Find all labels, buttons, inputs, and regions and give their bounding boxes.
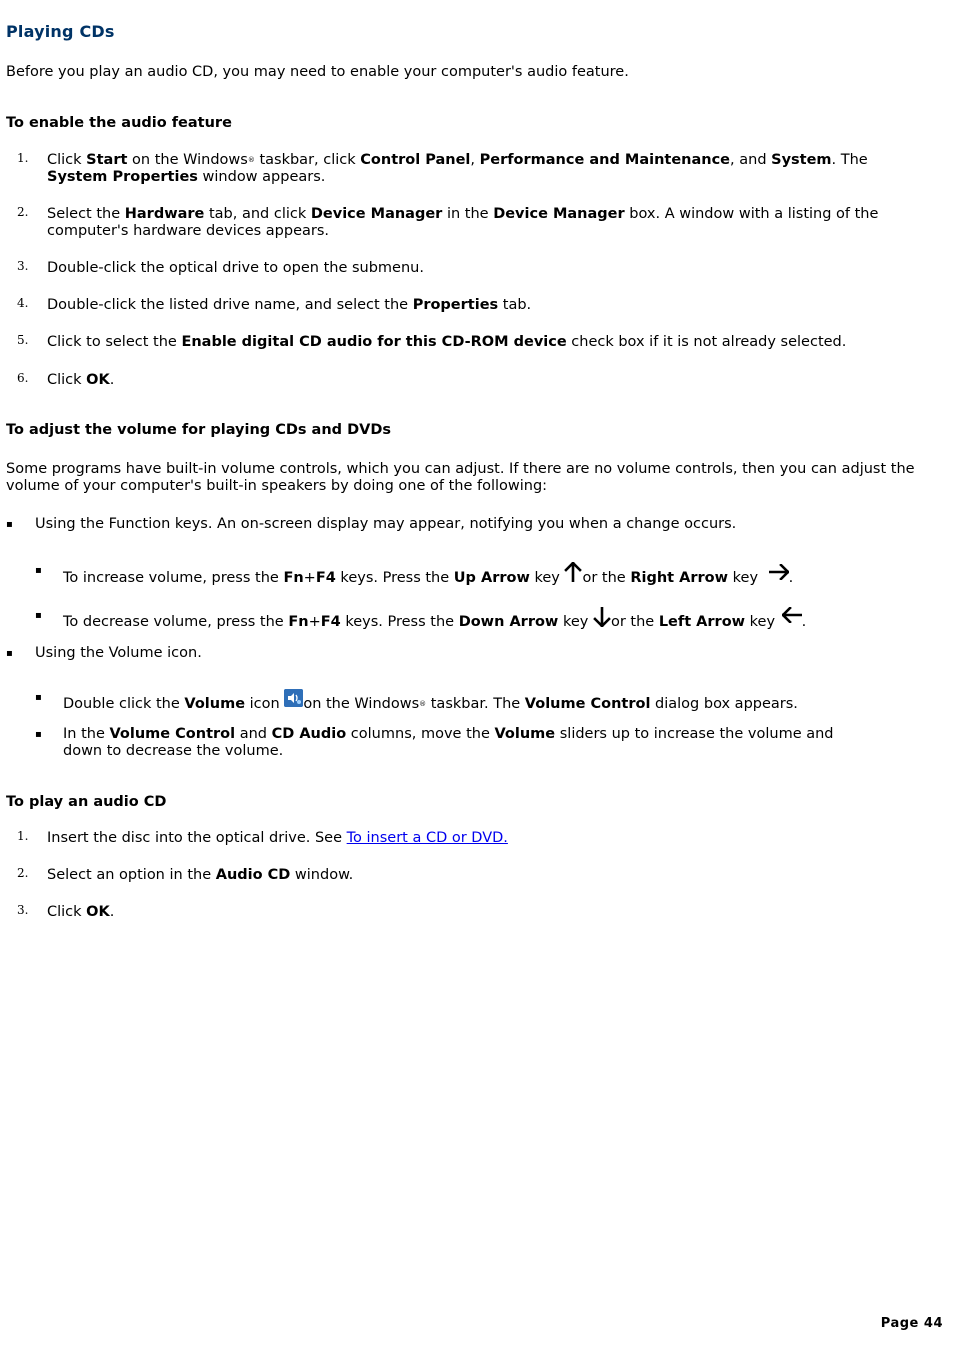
bullet-icon: ▪ <box>35 610 42 621</box>
double-click-volume-item: Double click the Volume icon on the Windows® taskbar. The Volume Control dialog box appears. <box>63 689 798 713</box>
page-title: Playing CDs <box>6 22 115 41</box>
volume-heading: To adjust the volume for playing CDs and DVDs <box>6 422 392 438</box>
right-arrow-icon <box>769 564 789 585</box>
volume-icon <box>284 689 303 707</box>
bullet-icon: ▪ <box>6 519 13 530</box>
bullet-icon: ▪ <box>35 729 42 740</box>
intro-paragraph: Before you play an audio CD, you may need to enable your computer's audio feature. <box>6 64 629 80</box>
volume-intro: Some programs have built-in volume controls, which you can adjust. If there are no volume controls, then you can adjust the volume of your computer's built-in speakers by doing one of the following: <box>6 461 915 494</box>
bullet-icon: ▪ <box>6 648 13 659</box>
volume-icon-item: Using the Volume icon. <box>35 645 202 661</box>
sliders-item: In the Volume Control and CD Audio columns, move the Volume sliders up to increase the volume and down to decrease the volume. <box>63 726 834 759</box>
bullet-icon: ▪ <box>35 692 42 703</box>
up-arrow-icon <box>564 562 582 587</box>
increase-volume-item: To increase volume, press the Fn+F4 keys. Press the Up Arrow key or the Right Arrow key . <box>63 562 793 587</box>
enable-heading: To enable the audio feature <box>6 115 232 131</box>
function-keys-item: Using the Function keys. An on-screen display may appear, notifying you when a change occurs. <box>35 516 737 532</box>
insert-cd-link[interactable]: To insert a CD or DVD. <box>346 830 508 846</box>
page-number: Page 44 <box>880 1316 943 1331</box>
bullet-icon: ▪ <box>35 565 42 576</box>
left-arrow-icon <box>782 607 802 628</box>
play-heading: To play an audio CD <box>6 794 167 810</box>
decrease-volume-item: To decrease volume, press the Fn+F4 keys. Press the Down Arrow key or the Left Arrow key . <box>63 607 806 632</box>
down-arrow-icon <box>593 607 611 632</box>
